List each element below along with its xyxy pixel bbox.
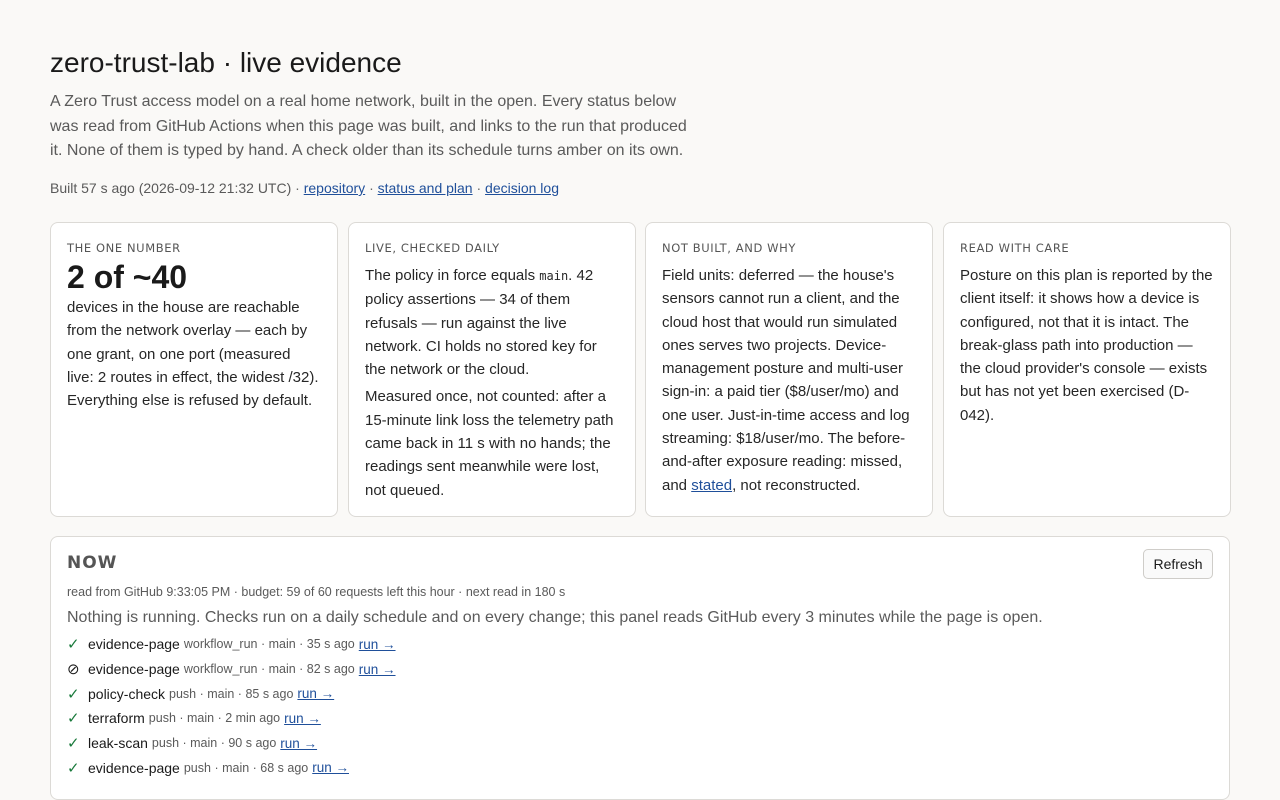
- read-meta: read from GitHub 9:33:05 PM · budget: 59 of 60 requests left this hour · next read in 180 s: [67, 585, 566, 599]
- intro-text: A Zero Trust access model on a real home network, built in the open. Every status below was read from GitHub Actions when this page was built, and links to the run that produced it. None of them is typed by hand. A check older than its schedule turns amber on its own.: [50, 93, 687, 159]
- workflow-name: evidence-page: [88, 759, 180, 776]
- built-timestamp: Built 57 s ago (2026-09-12 21:32 UTC): [50, 180, 292, 196]
- separator: ·: [295, 180, 300, 196]
- run-link[interactable]: run →: [312, 760, 349, 776]
- card-live-checked: [348, 222, 636, 517]
- check-icon: ✓: [67, 685, 80, 703]
- run-item: [67, 632, 1213, 657]
- check-icon: ✓: [67, 735, 80, 753]
- run-detail: push · main · 68 s ago: [183, 760, 309, 775]
- separator: ·: [476, 180, 482, 196]
- now-panel: [50, 536, 1230, 800]
- check-icon: ✓: [67, 710, 80, 728]
- card-text-part: Field units: deferred — the house's sensors cannot run a client, and the cloud host that would run simulated ones serves two projects. Device-management posture and multi-user sign-in: a paid tier ($8/user/mo) and one user. Just-in-time access and log streaming: $18/user/mo. The before-and-after exposure reading: missed, and: [662, 267, 910, 494]
- run-item: [67, 681, 1213, 706]
- run-status: Nothing is running. Checks run on a daily schedule and on every change; this panel reads GitHub every 3 minutes while the page is open.: [67, 609, 1043, 626]
- run-item: [67, 706, 1213, 731]
- run-link[interactable]: run →: [358, 661, 396, 677]
- workflow-name: terraform: [88, 710, 145, 727]
- card-text-part: . 42 policy assertions — 34 of them refusals — run against the live network. CI holds no stored key for the network or the cloud.: [365, 267, 597, 379]
- headline-number: 2 of ~40: [67, 259, 188, 295]
- repository-link[interactable]: repository: [303, 180, 366, 196]
- run-item: [67, 755, 1213, 780]
- workflow-name: evidence-page: [88, 661, 180, 678]
- card-text: devices in the house are reachable from the network overlay — each by one grant, on one port (measured live: 2 routes in effect, the widest /32). Everything else is refused by default.: [67, 299, 319, 410]
- card-text-part: The policy in force equals: [365, 267, 536, 284]
- branch-code: main: [539, 269, 569, 283]
- run-detail: workflow_run · main · 82 s ago: [183, 662, 355, 677]
- run-link[interactable]: run →: [280, 735, 318, 751]
- run-item: [67, 657, 1213, 682]
- card-label: LIVE, CHECKED DAILY: [365, 241, 500, 255]
- run-detail: push · main · 2 min ago: [148, 711, 281, 726]
- card-label: THE ONE NUMBER: [67, 241, 181, 255]
- workflow-name: leak-scan: [88, 735, 148, 752]
- card-text: Posture on this plan is reported by the client itself: it shows how a device is configured, not that it is intact. The break-glass path into production — the cloud provider's console — exists but has not yet been exercised (D-042).: [960, 267, 1213, 424]
- run-list: [67, 632, 1213, 780]
- check-icon: ✓: [67, 636, 80, 654]
- now-title: NOW: [67, 553, 118, 573]
- card-not-built: [645, 222, 933, 517]
- skipped-icon: ⊘: [67, 661, 80, 679]
- run-item: [67, 731, 1213, 756]
- build-info: [50, 180, 559, 196]
- card-label: READ WITH CARE: [960, 241, 1070, 255]
- run-detail: workflow_run · main · 35 s ago: [183, 637, 355, 652]
- run-link[interactable]: run →: [358, 636, 396, 652]
- card-text-secondary: Measured once, not counted: after a 15-minute link loss the telemetry path came back in 11 s with no hands; the readings sent meanwhile were lost, not queued.: [365, 388, 614, 499]
- card-one-number: [50, 222, 338, 517]
- workflow-name: evidence-page: [88, 636, 180, 653]
- check-icon: ✓: [67, 759, 80, 777]
- stated-link[interactable]: stated: [691, 476, 733, 494]
- workflow-name: policy-check: [88, 685, 166, 702]
- decision-log-link[interactable]: decision log: [485, 180, 559, 196]
- card-label: NOT BUILT, AND WHY: [662, 241, 797, 255]
- page-title: zero-trust-lab · live evidence: [50, 47, 402, 78]
- separator: ·: [369, 180, 374, 196]
- card-text-part: , not reconstructed.: [732, 476, 861, 494]
- card-text: [662, 264, 916, 497]
- refresh-button[interactable]: Refresh: [1143, 549, 1213, 579]
- run-link[interactable]: run →: [284, 710, 321, 726]
- status-plan-link[interactable]: status and plan: [377, 180, 473, 196]
- card-read-with-care: [943, 222, 1231, 517]
- summary-cards: [50, 222, 1230, 517]
- run-link[interactable]: run →: [297, 686, 335, 702]
- run-detail: push · main · 90 s ago: [151, 736, 277, 751]
- card-text: [365, 264, 619, 381]
- run-detail: push · main · 85 s ago: [169, 686, 294, 701]
